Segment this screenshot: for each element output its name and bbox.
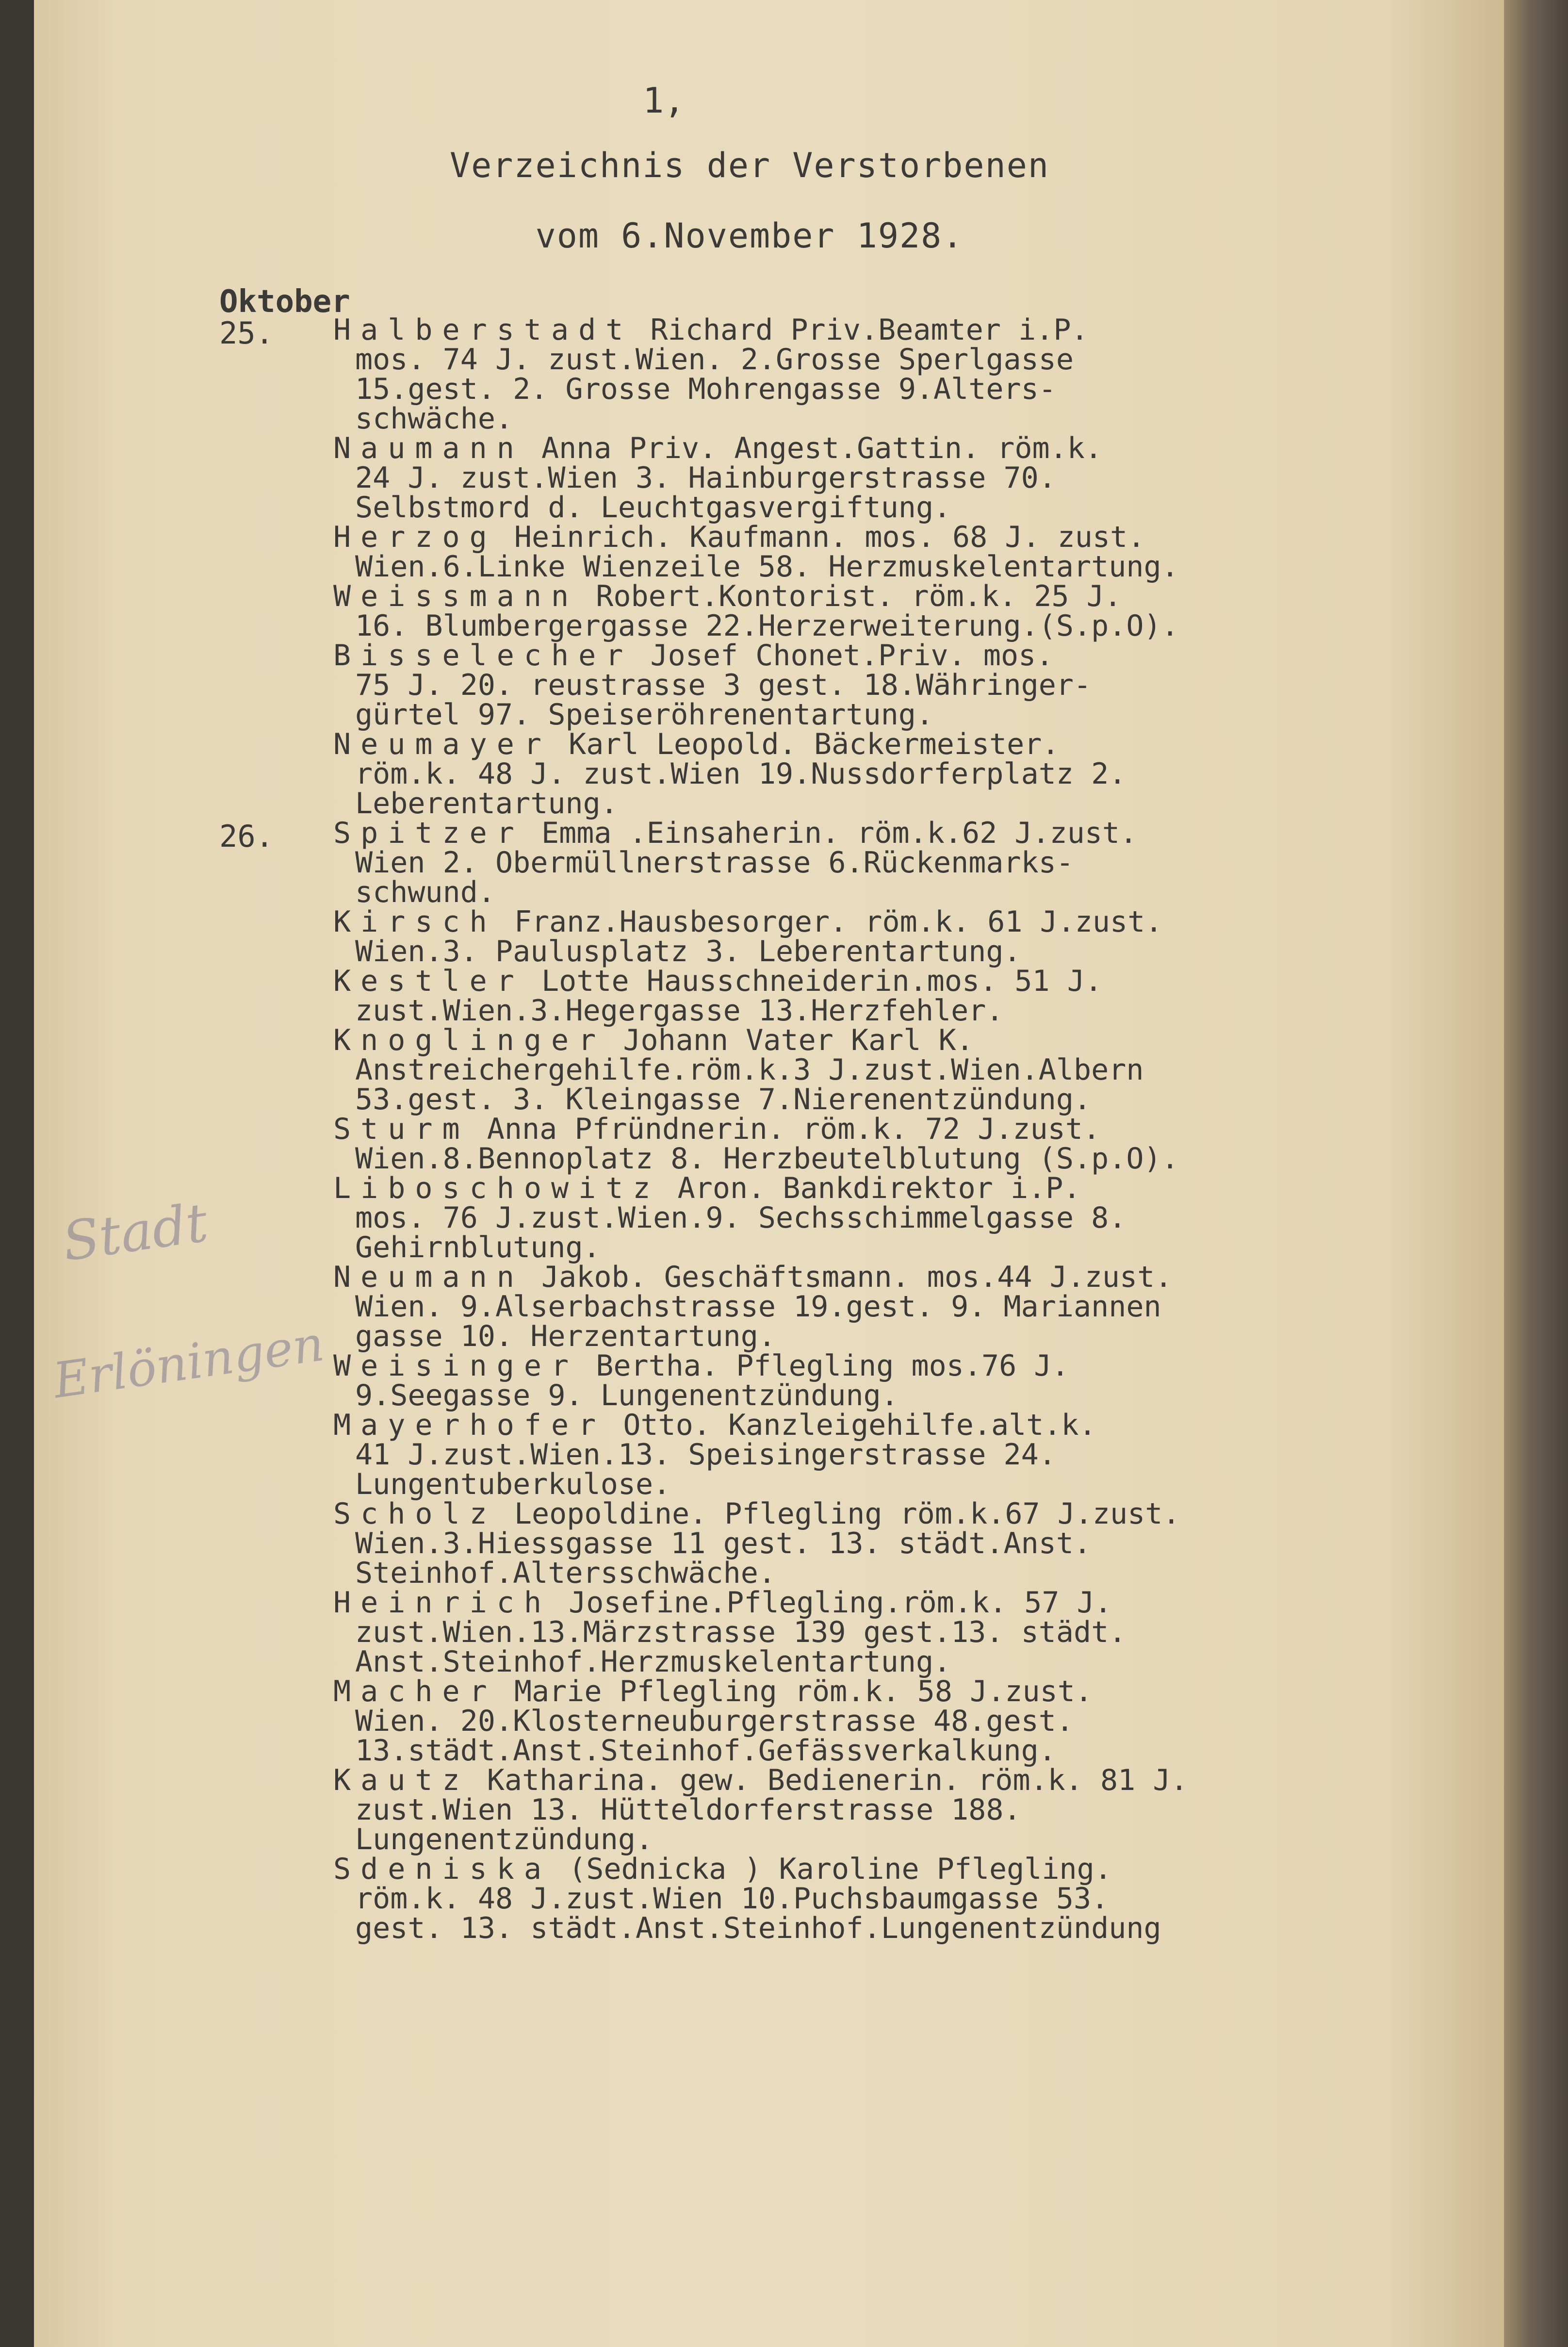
entry-line: Leberentartung. [355, 787, 618, 821]
entry-line [333, 907, 1442, 937]
entry-line: Steinhof.Altersschwäche. [355, 1556, 776, 1590]
entry-details: Bertha. Pflegling mos.76 J. [578, 1349, 1069, 1383]
entry-body [219, 727, 1442, 821]
page-edge-shadow [1504, 0, 1568, 2347]
entry-surname: Sdeniska [333, 1852, 551, 1886]
entry-details: Otto. Kanzleigehilfe.alt.k. [605, 1408, 1096, 1442]
entry-line: 15.gest. 2. Grosse Mohrengasse 9.Alters- [355, 372, 1056, 406]
entry-line [333, 1260, 1442, 1294]
register-entry [219, 1763, 1442, 1856]
entry-details: Josefine.Pflegling.röm.k. 57 J. [551, 1586, 1112, 1620]
register-entry [219, 1112, 1442, 1176]
entry-line: röm.k. 48 J. zust.Wien 19.Nussdorferplatz 2. [355, 757, 1127, 791]
entry-surname: Neumayer [333, 727, 551, 761]
entry-surname: Heinrich [333, 1586, 551, 1620]
entry-line: gürtel 97. Speiseröhrenentartung. [355, 698, 934, 732]
entry-line: 9.Seegasse 9. Lungenentzündung. [355, 1379, 898, 1412]
entry-line [333, 1588, 1442, 1618]
register-entry [219, 727, 1442, 821]
entry-line: Wien.8.Bennoplatz 8. Herzbeutelblutung (S.p.O). [355, 1142, 1179, 1176]
entry-line: 41 J.zust.Wien.13. Speisingerstrasse 24. [355, 1438, 1056, 1472]
entry-line [333, 1499, 1442, 1529]
entry-details: Johann Vater Karl K. [605, 1023, 974, 1057]
register-entry [219, 579, 1442, 643]
entry-details: Aron. Bankdirektor i.P. [660, 1171, 1081, 1205]
entry-line: Wien.6.Linke Wienzeile 58. Herzmuskelentartung. [355, 550, 1179, 584]
entry-line: Lungentuberkulose. [355, 1467, 671, 1501]
entry-line [333, 315, 1442, 345]
entry-line [333, 727, 1442, 761]
entry-line: Selbstmord d. Leuchtgasvergiftung. [355, 491, 951, 525]
entry-line: 24 J. zust.Wien 3. Hainburgerstrasse 70. [355, 461, 1056, 495]
entry-line [333, 431, 1442, 465]
entry-surname: Scholz [333, 1497, 497, 1531]
entry-line: zust.Wien 13. Hütteldorferstrasse 188. [355, 1793, 1021, 1827]
entry-surname: Sturm [333, 1112, 470, 1146]
entry-details: Heinrich. Kaufmann. mos. 68 J. zust. [496, 520, 1145, 554]
entry-body [219, 1351, 1442, 1411]
entry-line: Wien. 20.Klosterneuburgerstrasse 48.gest. [355, 1704, 1074, 1738]
entry-body [219, 1763, 1442, 1856]
entry-line [333, 579, 1442, 613]
entry-line [333, 1351, 1442, 1381]
entry-line: zust.Wien.3.Hegergasse 13.Herzfehler. [355, 994, 1004, 1028]
entry-body [219, 579, 1442, 643]
entry-body [219, 1852, 1442, 1945]
register-entry [219, 1351, 1442, 1411]
entry-line [333, 1674, 1442, 1708]
entry-line: Wien. 9.Alserbachstrasse 19.gest. 9. Mariannen [355, 1290, 1161, 1324]
entry-surname: Bisselecher [333, 639, 633, 673]
entry-line [333, 1408, 1442, 1442]
entry-line: 75 J. 20. reustrasse 3 gest. 18.Währinger- [355, 668, 1092, 702]
document-title: Verzeichnis der Verstorbenen [449, 146, 1050, 185]
entry-body [219, 641, 1442, 730]
register-entry [219, 1171, 1442, 1264]
entry-line: Wien.3. Paulusplatz 3. Leberentartung. [355, 935, 1021, 968]
register-entry [219, 1408, 1442, 1501]
entry-line: mos. 76 J.zust.Wien.9. Sechsschimmelgasse 8. [355, 1201, 1127, 1235]
entry-line: schwäche. [355, 402, 513, 436]
entry-body [219, 1674, 1442, 1768]
entry-surname: Naumann [333, 431, 524, 465]
entry-surname: Kirsch [333, 905, 497, 939]
entry-details: (Sednicka ) Karoline Pflegling. [551, 1852, 1112, 1886]
entry-body [219, 907, 1442, 967]
register-entry [219, 315, 1442, 434]
entry-body [219, 431, 1442, 525]
entry-body [219, 964, 1442, 1028]
entry-line: Wien.3.Hiessgasse 11 gest. 13. städt.Anst. [355, 1526, 1092, 1560]
entry-details: Josef Chonet.Priv. mos. [633, 639, 1054, 673]
margin-note-line-2: Erlöningen [49, 1315, 327, 1410]
entry-surname: Spitzer [333, 816, 524, 850]
entry-line: mos. 74 J. zust.Wien. 2.Grosse Sperlgasse [355, 343, 1074, 377]
entry-surname: Neumann [333, 1260, 524, 1294]
entry-line: zust.Wien.13.Märzstrasse 139 gest.13. städt. [355, 1615, 1127, 1649]
entry-body [219, 1171, 1442, 1264]
entry-details: Karl Leopold. Bäckermeister. [551, 727, 1060, 761]
entry-body [219, 1112, 1442, 1176]
entry-details: Anna Pfründnerin. röm.k. 72 J.zust. [469, 1112, 1101, 1146]
entry-details: Richard Priv.Beamter i.P. [633, 313, 1089, 347]
entry-line [333, 816, 1442, 850]
entry-line: schwund. [355, 875, 495, 909]
entry-details: Emma .Einsaherin. röm.k.62 J.zust. [523, 816, 1138, 850]
entry-surname: Weissmann [333, 579, 579, 613]
entry-line: röm.k. 48 J.zust.Wien 10.Puchsbaumgasse 53. [355, 1882, 1109, 1916]
entry-line: Anst.Steinhof.Herzmuskelentartung. [355, 1645, 951, 1679]
document-date: vom 6.November 1928. [535, 216, 964, 256]
entry-body [219, 816, 1442, 909]
entry-day: 26. [219, 819, 274, 854]
register-entry [219, 964, 1442, 1028]
entry-day: 25. [219, 315, 274, 351]
register-entry [219, 816, 1442, 909]
entry-surname: Knoglinger [333, 1023, 606, 1057]
entry-line: Lungenentzündung. [355, 1822, 653, 1856]
entry-details: Marie Pflegling röm.k. 58 J.zust. [496, 1674, 1093, 1708]
entry-line [333, 1763, 1442, 1797]
entry-line [333, 641, 1442, 671]
entry-body [219, 520, 1442, 584]
entry-line [333, 1112, 1442, 1146]
register-entry [219, 1023, 1442, 1116]
entry-surname: Halberstadt [333, 313, 633, 347]
entry-line: Anstreichergehilfe.röm.k.3 J.zust.Wien.Albern [355, 1053, 1144, 1087]
entry-details: Robert.Kontorist. röm.k. 25 J. [578, 579, 1122, 613]
entry-body [219, 315, 1442, 434]
entry-line: gest. 13. städt.Anst.Steinhof.Lungenentzündung [355, 1911, 1161, 1945]
entry-surname: Mayerhofer [333, 1408, 606, 1442]
entry-surname: Herzog [333, 520, 497, 554]
entry-surname: Kautz [333, 1763, 470, 1797]
entry-line: 16. Blumbergergasse 22.Herzerweiterung.(S.p.O). [355, 609, 1179, 643]
entry-body [219, 1408, 1442, 1501]
margin-note-line-1: Stadt [59, 1191, 212, 1273]
entry-line: 13.städt.Anst.Steinhof.Gefässverkalkung. [355, 1734, 1056, 1768]
entry-details: Franz.Hausbesorger. röm.k. 61 J.zust. [496, 905, 1163, 939]
entry-details: Leopoldine. Pflegling röm.k.67 J.zust. [496, 1497, 1180, 1531]
entry-line: Wien 2. Obermüllnerstrasse 6.Rückenmarks- [355, 846, 1074, 880]
register-entry [219, 431, 1442, 525]
entry-body [219, 1260, 1442, 1353]
entry-body [219, 1588, 1442, 1677]
entry-line [333, 1023, 1442, 1057]
register-entry [219, 1588, 1442, 1677]
entry-details: Katharina. gew. Bedienerin. röm.k. 81 J. [469, 1763, 1188, 1797]
register-entry [219, 1499, 1442, 1588]
entry-surname: Weisinger [333, 1349, 579, 1383]
entry-surname: Macher [333, 1674, 497, 1708]
entry-line [333, 520, 1442, 554]
entry-details: Lotte Hausschneiderin.mos. 51 J. [523, 964, 1102, 998]
month-heading: Oktober [219, 284, 350, 320]
page-number: 1, [643, 80, 685, 121]
entry-details: Jakob. Geschäftsmann. mos.44 J.zust. [523, 1260, 1173, 1294]
register-entry [219, 641, 1442, 730]
register-entry [219, 520, 1442, 584]
register-entry [219, 907, 1442, 967]
entry-line [333, 964, 1442, 998]
entry-surname: Kestler [333, 964, 524, 998]
entry-details: Anna Priv. Angest.Gattin. röm.k. [523, 431, 1102, 465]
entry-line: gasse 10. Herzentartung. [355, 1319, 776, 1353]
entry-line [333, 1171, 1442, 1205]
entry-line: 53.gest. 3. Kleingasse 7.Nierenentzündung. [355, 1083, 1092, 1116]
entry-line [333, 1852, 1442, 1886]
entry-body [219, 1499, 1442, 1588]
entry-body [219, 1023, 1442, 1116]
register-entry [219, 1260, 1442, 1353]
entry-surname: Liboschowitz [333, 1171, 660, 1205]
handwritten-margin-note [49, 1179, 327, 1451]
register-entry [219, 1852, 1442, 1945]
register-entry [219, 1674, 1442, 1768]
document-page [34, 0, 1504, 2347]
death-register-entries [219, 315, 1442, 1943]
entry-line: Gehirnblutung. [355, 1231, 601, 1264]
